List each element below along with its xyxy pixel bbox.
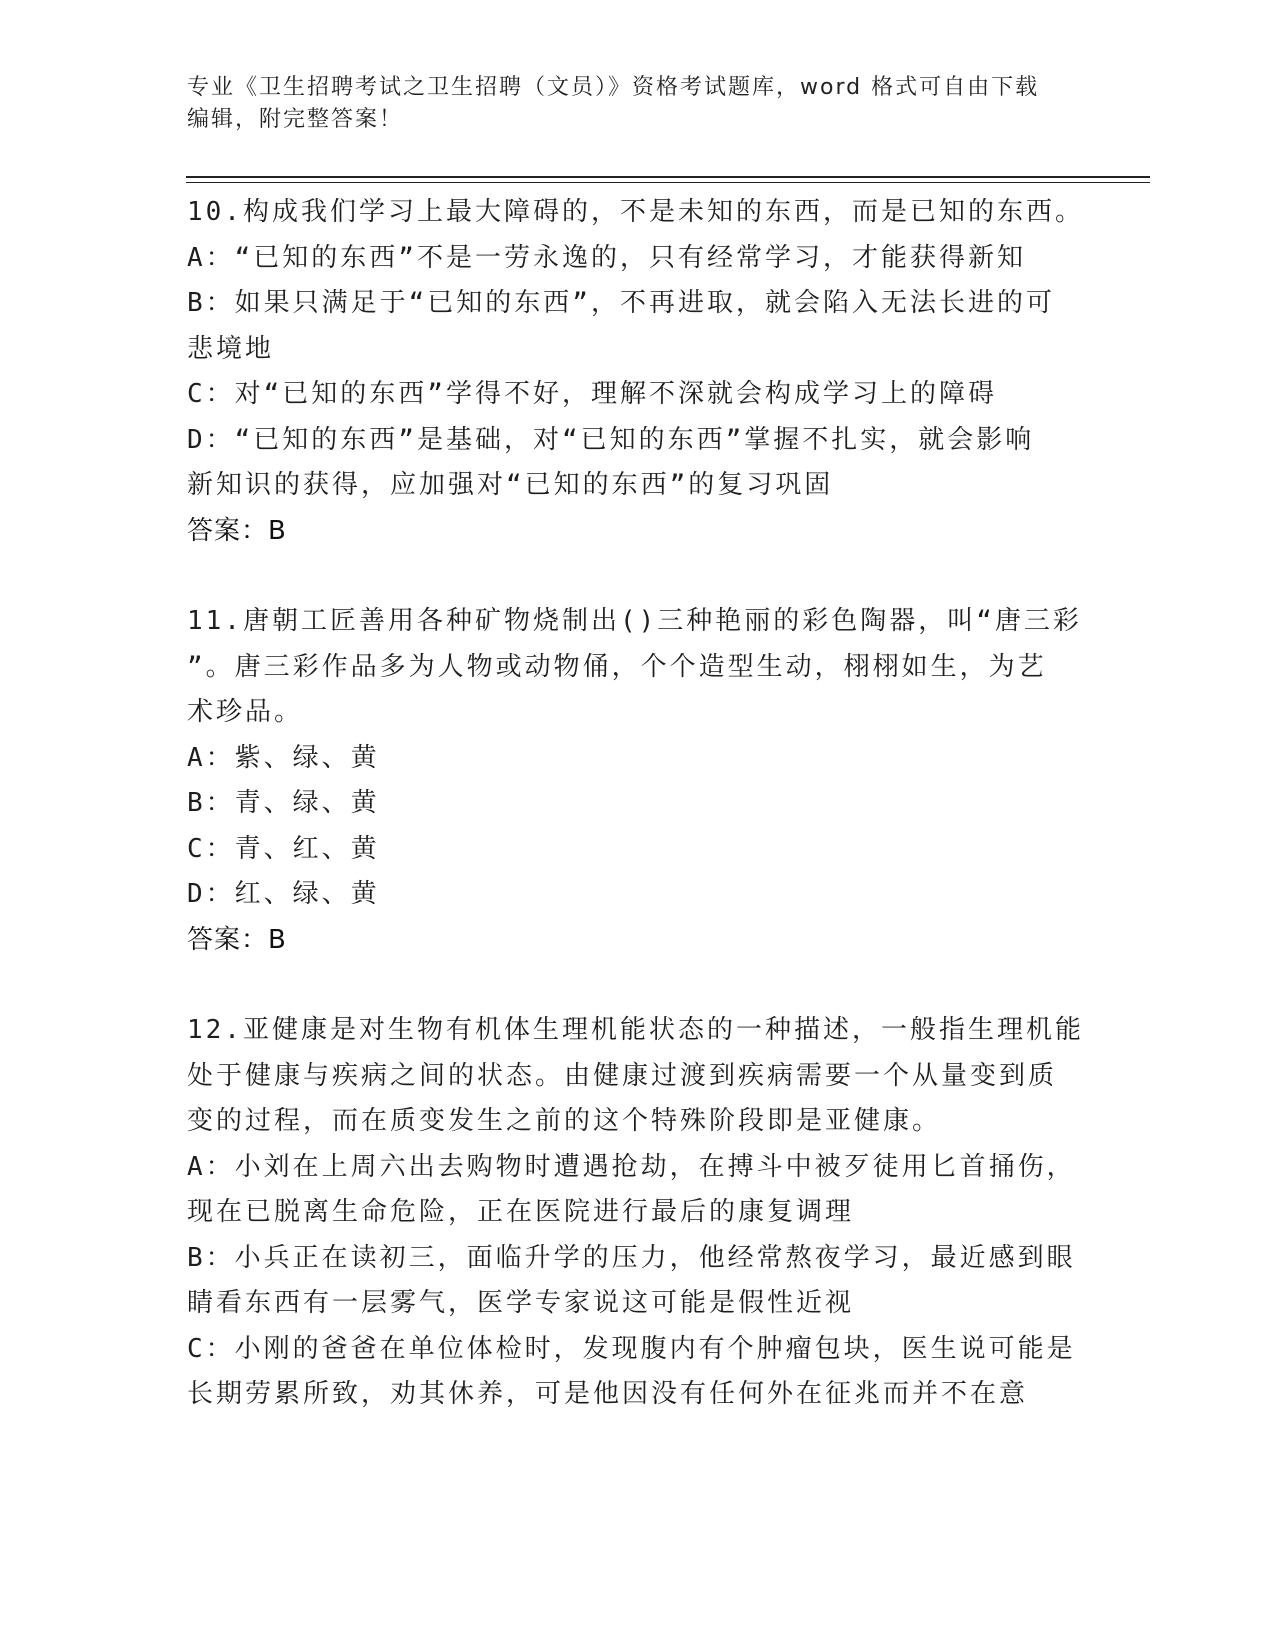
header-line-1: 专业《卫生招聘考试之卫生招聘（文员）》资格考试题库，word 格式可自由下载 bbox=[187, 75, 1040, 100]
question-11 bbox=[187, 599, 1082, 963]
spacer bbox=[187, 963, 1077, 1008]
option-line: C：对“已知的东西”学得不好，理解不深就会构成学习上的障碍 bbox=[187, 379, 997, 409]
option-line: B：小兵正在读初三，面临升学的压力，他经常熬夜学习，最近感到眼 bbox=[187, 1242, 1076, 1273]
option-line: 睛看东西有一层雾气，医学专家说这可能是假性近视 bbox=[187, 1288, 855, 1318]
question-10 bbox=[187, 190, 1084, 554]
option-line: A：紫、绿、黄 bbox=[187, 742, 380, 773]
question-line: 术珍品。 bbox=[187, 697, 304, 727]
header-divider-thin bbox=[186, 182, 1150, 183]
header-line-2: 编辑，附完整答案！ bbox=[187, 107, 404, 132]
option-line: D：“已知的东西”是基础，对“已知的东西”掌握不扎实，就会影响 bbox=[187, 424, 1035, 455]
question-line: 处于健康与疾病之间的状态。由健康过渡到疾病需要一个从量变到质 bbox=[187, 1060, 1058, 1091]
question-line: 10.构成我们学习上最大障碍的，不是未知的东西，而是已知的东西。 bbox=[187, 197, 1084, 227]
answer-label: 答案：B bbox=[187, 924, 287, 955]
question-12 bbox=[187, 1008, 1084, 1418]
option-line: B：青、绿、黄 bbox=[187, 788, 380, 818]
option-line: 新知识的获得，应加强对“已知的东西”的复习巩固 bbox=[187, 470, 834, 500]
question-line: 11.唐朝工匠善用各种矿物烧制出()三种艳丽的彩色陶器，叫“唐三彩 bbox=[187, 606, 1082, 636]
option-line: 现在已脱离生命危险，正在医院进行最后的康复调理 bbox=[187, 1197, 855, 1227]
answer-label: 答案：B bbox=[187, 515, 287, 546]
question-line: ”。唐三彩作品多为人物或动物俑，个个造型生动，栩栩如生，为艺 bbox=[187, 651, 1047, 682]
option-line: B：如果只满足于“已知的东西”，不再进取，就会陷入无法长进的可 bbox=[187, 288, 1055, 318]
option-line: C：小刚的爸爸在单位体检时，发现腹内有个肿瘤包块，医生说可能是 bbox=[187, 1333, 1076, 1364]
header-divider-thick bbox=[186, 176, 1150, 178]
document-header bbox=[187, 72, 1087, 136]
option-line: 悲境地 bbox=[187, 333, 275, 364]
question-list bbox=[187, 190, 1084, 1418]
option-line: A：小刘在上周六出去购物时遭遇抢劫，在搏斗中被歹徒用匕首捅伤， bbox=[187, 1151, 1076, 1182]
question-line: 12.亚健康是对生物有机体生理机能状态的一种描述，一般指生理机能 bbox=[187, 1015, 1084, 1045]
option-line: C：青、红、黄 bbox=[187, 833, 380, 864]
question-line: 变的过程，而在质变发生之前的这个特殊阶段即是亚健康。 bbox=[187, 1106, 942, 1136]
option-line: 长期劳累所致，劝其休养，可是他因没有任何外在征兆而并不在意 bbox=[187, 1379, 1029, 1409]
spacer bbox=[187, 554, 1077, 599]
option-line: A：“已知的东西”不是一劳永逸的，只有经常学习，才能获得新知 bbox=[187, 242, 1026, 273]
option-line: D：红、绿、黄 bbox=[187, 879, 380, 909]
